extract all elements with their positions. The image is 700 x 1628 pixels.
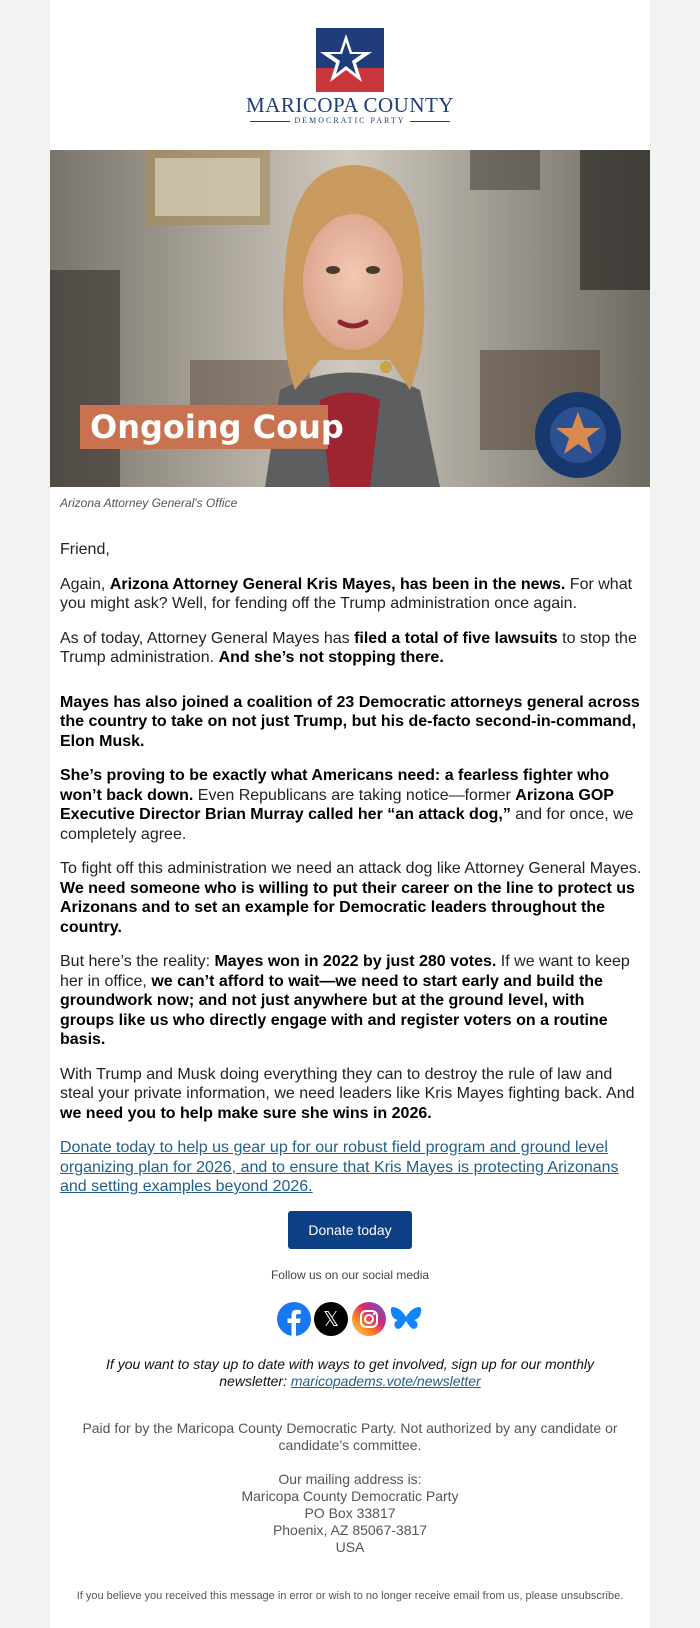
newsletter-note: If you want to stay up to date with ways to get involved, sign up for our monthly newsletter: maricopadems.vote/newsletter	[106, 1356, 594, 1389]
greeting: Friend,	[60, 541, 110, 558]
paragraph-4: She’s proving to be exactly what Americans need: a fearless fighter who won’t back down. Even Republicans are taking notice—former Arizona GOP Executive Director Brian Murray called her “an attack dog,” and for once, we completely agree.	[60, 767, 634, 843]
follow-social-text: Follow us on our social media	[270, 1268, 430, 1282]
address-country: USA	[335, 1539, 365, 1555]
paragraph-6: But here’s the reality: Mayes won in 2022 by just 280 votes. If we want to keep her in office, we can’t afford to wait—we need to start early and build the groundwork now; and not just anywhere but at the ground level, with groups like us who directly engage with and register voters on a routine basis.	[60, 953, 630, 1048]
social-icons	[277, 1302, 423, 1336]
unsubscribe-note[interactable]: If you believe you received this message in error or wish to no longer receive email from us, please unsubscribe.	[76, 1590, 624, 1602]
x-icon[interactable]	[314, 1302, 348, 1336]
address-org: Maricopa County Democratic Party	[241, 1488, 459, 1504]
x-glyph: 𝕏	[323, 1307, 340, 1331]
facebook-icon[interactable]	[277, 1302, 311, 1336]
logo-name: MARICOPA COUNTY	[245, 93, 454, 117]
newsletter-link[interactable]: maricopadems.vote/newsletter	[290, 1373, 481, 1389]
party-logo	[50, 28, 650, 128]
bluesky-icon[interactable]	[389, 1302, 423, 1336]
hero-image	[50, 150, 650, 487]
paragraph-1: Again, Arizona Attorney General Kris Mayes, has been in the news. For what you might ask? Well, for fending off the Trump administration once again.	[60, 575, 633, 612]
paragraph-5: To fight off this administration we need an attack dog like Attorney General Mayes. We need someone who is willing to put their career on the line to protect us Arizonans and to set an example for Democratic leaders throughout the country.	[60, 860, 642, 936]
mailing-label: Our mailing address is:	[278, 1471, 422, 1487]
mailing-address	[50, 1471, 650, 1556]
donate-link-paragraph	[60, 1138, 642, 1197]
logo-subtitle: DEMOCRATIC PARTY	[50, 116, 650, 126]
address-city: Phoenix, AZ 85067-3817	[272, 1522, 428, 1538]
donate-button[interactable]: Donate today	[288, 1211, 412, 1249]
email-card	[50, 0, 650, 1628]
paid-for-disclaimer: Paid for by the Maricopa County Democratic Party. Not authorized by any candidate or candidate’s committee.	[82, 1420, 618, 1453]
attorney-general-seal-icon	[535, 392, 621, 478]
attorney-general-photo	[50, 150, 650, 487]
star-flag-icon	[316, 28, 384, 92]
paragraph-7: With Trump and Musk doing everything they can to destroy the rule of law and steal your private information, we need leaders like Kris Mayes fighting back. And we need you to help make sure she wins in 2026.	[60, 1065, 635, 1122]
instagram-icon[interactable]	[352, 1302, 386, 1336]
image-caption: Arizona Attorney General's Office	[60, 496, 238, 510]
paragraph-3: Mayes has also joined a coalition of 23 Democratic attorneys general across the country to take on not just Trump, but his de-facto second-in-command, Elon Musk.	[60, 693, 640, 750]
paragraph-2: As of today, Attorney General Mayes has filed a total of five lawsuits to stop the Trump administration. And she’s not stopping there.	[60, 629, 637, 666]
hero-overlay-text: Ongoing Coup	[90, 408, 344, 446]
address-po-box: PO Box 33817	[304, 1505, 396, 1521]
donate-text-link[interactable]: Donate today to help us gear up for our robust field program and ground level organizing plan for 2026, and to ensure that Kris Mayes is protecting Arizonans and setting examples beyond 2026.	[60, 1139, 619, 1195]
email-body	[60, 540, 642, 1212]
